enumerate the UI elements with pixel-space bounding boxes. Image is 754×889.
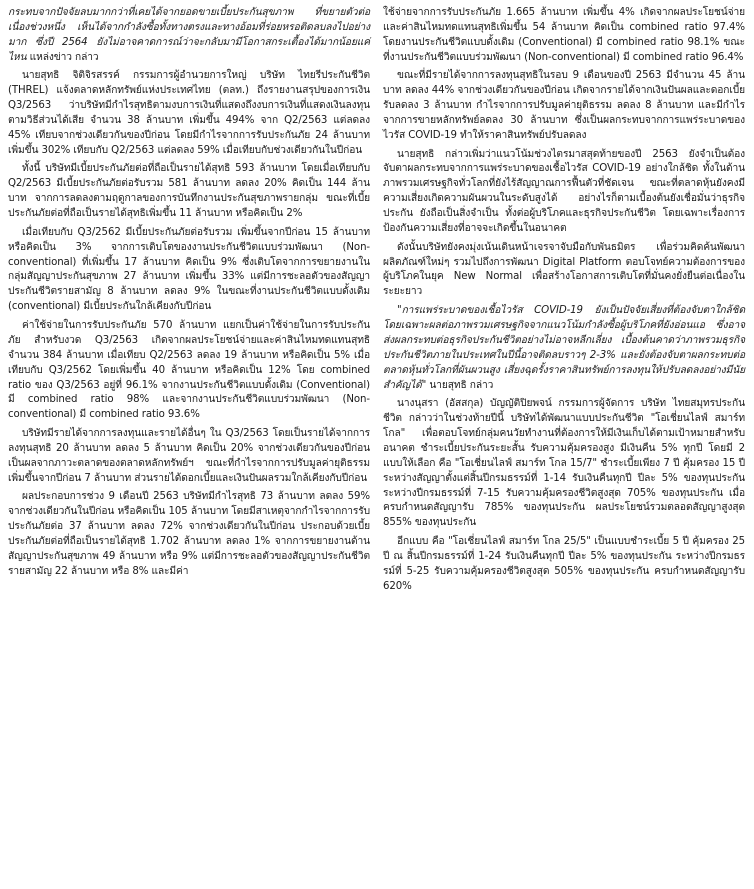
paragraph-text: ใช้จ่ายจากการรับประกันภัย 1.665 ล้านบาท เพิ่มขึ้น 4% เกิดจากผลประโยชน์จ่ายและค่าสินไหมทดแทนสุทธิเพิ่มขึ้น 54 ล้านบาท คิดเป็น combined ratio 97.4% โดยงานประกันชีวิตแบบดั้งเดิม (Conventional) มี combined ratio 98.1% ขณะที่งานประกันชีวิตแบบร่วมพัฒนา (Non-conventional) มี combined ratio 96.4% (383, 7, 745, 63)
paragraph-text: ดังนั้นบริษัทยังคงมุ่งเน้นเดินหน้าเจรจาจับมือกับพันธมิตร เพื่อร่วมคิดค้นพัฒนาผลิตภัณฑ์ใหม่ๆ รวมไปถึงการพัฒนา Digital Platform ตอบโจทย์ความต้องการของผู้บริโภคในยุค New Normal เพื่อสร้างโอกาสการเติบโตที่มั่นคงยั่งยืนต่อเนื่องในระยะยาว (383, 241, 745, 298)
paragraph-text: บริษัทมีรายได้จากการลงทุนและรายได้อื่นๆ ใน Q3/2563 โดยเป็นรายได้จากการลงทุนสุทธิ 20 ล้านบาท ลดลง 5 ล้านบาท คิดเป็น 20% จากช่วงเดียวกันของปีก่อน เป็นผลจากภาวะตลาดของตลาดหลักทรัพย์ฯ ขณะที่กำไรจากการปรับมูลค่ายุติธรรม เพิ่มขึ้นจากปีก่อน 7 ล้านบาท ส่วนรายได้ดอกเบี้ยและเงินปันผลรวมใกล้เคียงกับปีก่อน (8, 427, 370, 484)
paragraph-text: ทั้งนี้ บริษัทมีเบี้ยประกันภัยต่อที่ถือเป็นรายได้สุทธิ 593 ล้านบาท โดยเมื่อเทียบกับ Q2/2563 มีเบี้ยประกันภัยต่อรับรวม 581 ล้านบาท ลดลง 20% คิดเป็น 144 ล้านบาท จากการลดลงตามฤดูกาลของการบันทึกงานประกันสุขภาพรายกลุ่ม ขณะที่เบี้ยประกันภัยต่อที่ถือเป็นรายได้สุทธิเพิ่มขึ้น 11 ล้านบาท หรือคิดเป็น 2% (8, 163, 370, 220)
article-paragraph (8, 427, 370, 487)
paragraph-text: นายสุทธิ กล่าวเพิ่มว่าแนวโน้มช่วงไตรมาสสุดท้ายของปี 2563 ยังจำเป็นต้องจับตาผลกระทบจากการแพร่ระบาดของเชื้อไวรัส COVID-19 อย่างใกล้ชิด ทั้งในด้านภาพรวมเศรษฐกิจทั่วโลกที่ยังไร้สัญญาณการฟื้นตัวที่ชัดเจน ขณะที่ตลาดหุ้นยังคงมีความเสี่ยงเกิดความผันผวนในระดับสูงได้ อย่างไรก็ตามเบื้องต้นยังเชื่อมั่นว่าธุรกิจประกัน ยังถือเป็นสิ่งจำเป็น ทั้งต่อผู้บริโภคและธุรกิจประกันชีวิต โดยเฉพาะเรื่องการป้องกันความเสี่ยงที่อาจจะเกิดขึ้นในอนาคต (383, 148, 745, 235)
paragraph-text: นายสุทธิ จิติจิรสรรค์ กรรมการผู้อำนวยการใหญ่ บริษัท ไทยรีประกันชีวิต (THREL) แจ้งตลาดหลักทรัพย์แห่งประเทศไทย (ตลท.) ถึงรายงานสรุปของการเงิน Q3/2563 ว่าบริษัทมีกำไรสุทธิตามงบการเงินที่แสดงถึงงบการเงินที่แสดงเงินลงทุนตามวิธีส่วนได้เสีย จำนวน 38 ล้านบาท เพิ่มขึ้น 494% จาก Q2/2563 แต่ลดลง 45% เทียบจากช่วงเดียวกันของปีก่อน โดยมีกำไรจากการรับประกันภัย 24 ล้านบาท เพิ่มขึ้น 302% เทียบกับ Q2/2563 แต่ลดลง 59% เมื่อเทียบกับช่วงเดียวกันในปีก่อน (8, 70, 370, 156)
article-paragraph (8, 69, 370, 158)
article-paragraph (8, 319, 370, 423)
article-paragraph (383, 535, 745, 595)
left-column (8, 6, 370, 580)
paragraph-text: ค่าใช้จ่ายในการรับประกันภัย 570 ล้านบาท แยกเป็นค่าใช้จ่ายในการรับประกันภัย สำหรับงวด Q3/2563 เกิดจากผลประโยชน์จ่ายและค่าสินไหมทดแทนสุทธิ จำนวน 384 ล้านบาท เมื่อเทียบ Q2/2563 ลดลง 19 ล้านบาท หรือคิดเป็น 5% เมื่อเทียบกับ Q3/2562 โดยเพิ่มขึ้น 40 ล้านบาท หรือคิดเป็น 12% โดย combined ratio ของ Q3/2563 อยู่ที่ 96.1% จากงานประกันชีวิตแบบดั้งเดิม (Conventional) มี combined ratio 98% และจากงานประกันชีวิตแบบร่วมพัฒนา (Non-conventional) มี combined ratio 93.6% (8, 319, 370, 421)
paragraph-text: เมื่อเทียบกับ Q3/2562 มีเบี้ยประกันภัยต่อรับรวม เพิ่มขึ้นจากปีก่อน 15 ล้านบาท หรือคิดเป็น 3% จากการเติบโตของงานประกันชีวิตแบบร่วมพัฒนา (Non-conventional) ที่เพิ่มขึ้น 17 ล้านบาท คิดเป็น 9% ซึ่งเติบโตจากการขยายงานในกลุ่มสัญญาประกันสุขภาพ 27 ล้านบาท เพิ่มขึ้น 33% แต่มีการชะลอตัวของสัญญาประกันชีวิตรายสามัญ 8 ล้านบาท ลดลง 9% ในขณะที่งานประกันชีวิตแบบดั้งเดิม (conventional) มีเบี้ยประกันใกล้เคียงกับปีก่อน (8, 226, 370, 313)
paragraph-text: นายสุทธิ กล่าว (426, 379, 494, 391)
article-paragraph (383, 397, 745, 531)
italic-quote: กระทบจากปัจจัยลบมากกว่าที่เคยได้จากยอดขายเบี้ยประกันสุขภาพ ที่ขยายตัวต่อเนื่องช่วงหนึ่ง เห็นได้จากกำลังซื้อทั้งทางตรงและทางอ้อมที่ร่อยหรอติดลบลงไปอย่างมาก ซึ่งปี 2564 ยังไม่อาจคาดการณ์ว่าจะกลับมามีโอกาสกระเตื้องได้มากน้อยแค่ไหน (8, 7, 370, 63)
article-paragraph (383, 304, 745, 393)
paragraph-text: อีกแบบ คือ "โอเชี่ยนไลฟ์ สมาร์ท โกล 25/5" เป็นแบบชำระเบี้ย 5 ปี คุ้มครอง 25 ปี ณ สิ้นปีกรมธรรม์ที่ 1-24 รับเงินคืนทุกปี ปีละ 5% ของทุนประกัน ระหว่างปีกรมธรรม์ที่ 5-25 รับความคุ้มครองชีวิตสูงสุด 505% ของทุนประกัน ครบกำหนดสัญญารับ 620% (383, 535, 745, 592)
paragraph-text: แหล่งข่าว กล่าว (26, 51, 99, 63)
article-paragraph (383, 148, 745, 237)
article-paragraph (8, 162, 370, 222)
article-paragraph (8, 226, 370, 315)
paragraph-text: ขณะที่มีรายได้จากการลงทุนสุทธิในรอบ 9 เดือนของปี 2563 มีจำนวน 45 ล้านบาท ลดลง 44% จากช่วงเดียวกันของปีก่อน เกิดจากรายได้จากเงินปันผลและดอกเบี้ยรับลดลง 3 ล้านบาท กำไรจากการปรับมูลค่ายุติธรรม ลดลง 8 ล้านบาท และมีกำไรจากการขายหลักทรัพย์ลดลง 30 ล้านบาท ซึ่งเป็นผลกระทบจากการแพร่ระบาดของไวรัส COVID-19 ทำให้ราคาสินทรัพย์ปรับลดลง (383, 70, 745, 141)
paragraph-text: นางนุสรา (อัสสกุล) บัญญัติปิยพจน์ กรรมการผู้จัดการ บริษัท ไทยสมุทรประกันชีวิต กล่าวว่าในช่วงท้ายปีนี้ บริษัทได้พัฒนาแบบประกันชีวิต "โอเชี่ยนไลฟ์ สมาร์ท โกล" เพื่อตอบโจทย์กลุ่มคนวัยทำงานที่ต้องการให้มีเงินเก็บได้ตามเป้าหมายสำหรับอนาคต ชำระเบี้ยประกันระยะสั้น รับความคุ้มครองสูง มีเงินคืน 5% ทุกปี โดยมี 2 แบบให้เลือก คือ "โอเชี่ยนไลฟ์ สมาร์ท โกล 15/7" ชำระเบี้ยเพียง 7 ปี คุ้มครอง 15 ปี ระหว่างสัญญาตั้งแต่สิ้นปีกรมธรรม์ที่ 1-14 รับเงินคืนทุกปี ปีละ 5% ของทุนประกัน ระหว่างปีกรมธรรม์ที่ 7-15 รับความคุ้มครองชีวิตสูงสุด 705% ของทุนประกัน เมื่อครบกำหนดสัญญารับ 785% ของทุนประกัน ผลประโยชน์รวมตลอดสัญญาสูงสุด 855% ของทุนประกัน (383, 398, 745, 529)
italic-quote: "การแพร่ระบาดของเชื้อไวรัส COVID-19 ยังเป็นปัจจัยเสี่ยงที่ต้องจับตาใกล้ชิด โดยเฉพาะผลต่อภาพรวมเศรษฐกิจจากแนวโน้มกำลังซื้อผู้บริโภคที่ยังอ่อนแอ ซึ่งอาจส่งผลกระทบต่อธุรกิจประกันชีวิตอย่างไม่อาจหลีกเลี่ยง เบื้องต้นคาดว่าภาพรวมธุรกิจประกันชีวิตภายในประเทศในปีนี้อาจติดลบราวๆ 2-3% และยังต้องจับตาผลกระทบต่อตลาดหุ้นทั่วโลกที่ผันผวนสูง เสี่ยงฉุดรั้งราคาสินทรัพย์การลงทุนให้ปรับลดลงอย่างมีนัยสำคัญได้" (383, 304, 745, 391)
article-paragraph (383, 241, 745, 301)
right-column (383, 6, 745, 595)
article-paragraph (383, 69, 745, 144)
paragraph-text: ผลประกอบการช่วง 9 เดือนปี 2563 บริษัทมีกำไรสุทธิ 73 ล้านบาท ลดลง 59% จากช่วงเดียวกันในปีก่อน หรือคิดเป็น 105 ล้านบาท โดยมีสาเหตุจากกำไรจากการรับประกันภัยต่อ 37 ล้านบาท ลดลง 72% จากช่วงเดียวกันในปีก่อน ประกอบด้วยเบี้ยประกันภัยต่อที่ถือเป็นรายได้สุทธิ 1.702 ล้านบาท ลดลง 1% จากการขยายงานด้านสัญญาประกันสุขภาพ 49 ล้านบาท หรือ 9% แต่มีการชะลอตัวของสัญญาประกันชีวิตรายสามัญ 22 ล้านบาท หรือ 8% และมีค่า (8, 491, 370, 577)
article-paragraph (8, 6, 370, 66)
article-paragraph (383, 6, 745, 66)
article-paragraph (8, 490, 370, 579)
